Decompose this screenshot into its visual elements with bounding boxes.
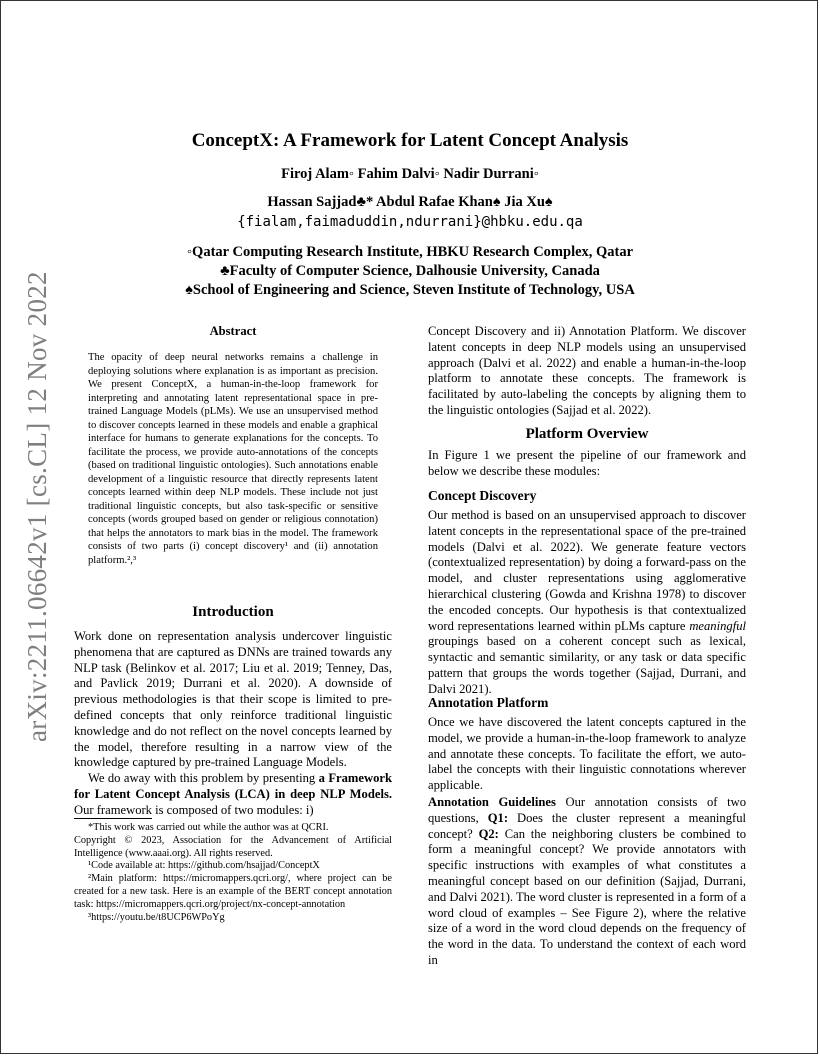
annotation-guidelines-heading: Annotation Guidelines <box>428 795 556 809</box>
intro-p2-text: We do away with this problem by presenting <box>88 771 319 786</box>
intro-p2-text-end: Our framework is composed of two modules: i) <box>74 802 314 817</box>
ag-text-c: Can the neighboring clusters be combined to form a meaningful concept? We provide annotators with specific instructions with examples of what constitutes a meaningful concept based on our definition (Sajjad, Durrani, and Dalvi 2021). The word cluster is represented in a form of a word cloud of examples – See Figure 2), where the relative size of a word in the word cloud depends on the frequency of the word in the data. To understand the context of each word in <box>428 826 746 967</box>
cd-text-a: Our method is based on an unsupervised approach to discover latent concepts in the representational space of the pre-trained models (Dalvi et al. 2022). We generate feature vectors (contextualized representation) by doing a forward-pass on the model, and cluster representations using agglomerative hierarchical clustering (Gowda and Krishna 1978) to discover the encoded concepts. Our hypothesis is that contextualized word representations learned within pLMs capture <box>428 508 746 633</box>
ag-q1: Q1: <box>487 810 509 825</box>
affiliation-2: ♣Faculty of Computer Science, Dalhousie University, Canada <box>220 263 600 279</box>
intro-paragraph-2 <box>74 771 392 818</box>
author-emails: {fialam,faimaduddin,ndurrani}@hbku.edu.qa <box>237 214 583 230</box>
affiliation-1: ◦Qatar Computing Research Institute, HBKU Research Complex, Qatar <box>186 244 634 260</box>
abstract-text: The opacity of deep neural networks remains a challenge in deploying solutions where explanation is as important as precision. We present ConceptX, a human-in-the-loop framework for interpreting and annotating latent representational space in pre-trained Language Models (pLMs). We use an unsupervised method to discover concepts learned in these models and enable a graphical interface for humans to generate explanations for the concepts. To facilitate the process, we provide auto-annotations of the concepts (based on traditional linguistic ontologies). Such annotations enable development of a linguistic resource that directly represents latent concepts learned within deep NLP models. These include not just traditional linguistic concepts, but also task-specific or sensitive concepts (words grouped based on gender or religious connotation) that helps the annotators to mark bias in the model. The framework consists of two parts (i) concept discovery¹ and (ii) annotation platform.²,³ <box>88 352 378 566</box>
platform-overview-heading: Platform Overview <box>525 426 649 442</box>
intro-p2-bold: a Framework for Latent Concept Analysis (LCA) in deep NLP Models. <box>74 771 392 801</box>
footnotes <box>74 822 392 924</box>
ag-q2: Q2: <box>478 826 499 841</box>
annotation-platform-heading: Annotation Platform <box>428 695 549 710</box>
right-paragraph-1: Concept Discovery and ii) Annotation Platform. We discover latent concepts in deep NLP models using an unsupervised approach (Dalvi et al. 2022) and enable a human-in-the-loop platform to annotate these concepts. The framework is facilitated by auto-labeling the concepts by aligning them to the linguistic ontologies (Sajjad et al. 2022). <box>428 324 746 417</box>
authors-line-1: Firoj Alam◦ Fahim Dalvi◦ Nadir Durrani◦ <box>281 166 539 182</box>
ag-text-a: Our annotation consists of two questions, <box>428 795 746 825</box>
paper-title: ConceptX: A Framework for Latent Concept Analysis <box>191 130 629 151</box>
introduction-body <box>74 629 392 819</box>
footnote-copyright: Copyright © 2023, Association for the Advancement of Artificial Intelligence (www.aaai.org). All rights reserved. <box>74 834 392 859</box>
annotation-guidelines-text <box>428 795 746 969</box>
platform-overview-text: In Figure 1 we present the pipeline of our framework and below we describe these modules: <box>428 448 746 478</box>
intro-paragraph-1: Work done on representation analysis undercover linguistic phenomena that are captured as DNNs are trained towards any NLP task (Belinkov et al. 2017; Liu et al. 2019; Tenney, Das, and Pavlick 2019; Durrani et al. 2020). A downside of previous methodologies is that their scope is limited to pre-defined concepts that only reinforce traditional linguistic knowledge and do not reflect on the novel concepts learned by the model, therefore resulting in a narrow view of the knowledge captured by pre-trained Language Models. <box>74 629 392 770</box>
ag-text-b: Does the cluster represent a meaningful concept? <box>428 810 746 841</box>
footnote-author: *This work was carried out while the author was at QCRI. <box>88 822 329 833</box>
cd-text-emphasis: meaningful <box>689 618 746 633</box>
footnote-code[interactable]: ¹Code available at: https://github.com/hsajjad/ConceptX <box>88 860 320 872</box>
introduction-heading: Introduction <box>192 604 274 620</box>
affiliation-3: ♠School of Engineering and Science, Steven Institute of Technology, USA <box>185 282 635 298</box>
abstract-heading: Abstract <box>209 324 257 338</box>
concept-discovery-heading: Concept Discovery <box>428 488 537 503</box>
footnote-platform[interactable]: ²Main platform: https://micromappers.qcri.org/, where project can be created for a new task. Here is an example of the BERT concept annotation task: https://micromappers.qcri.org/project/nx-concept-annotation <box>74 873 392 910</box>
arxiv-stamp: arXiv:2211.06642v1 [cs.CL] 12 Nov 2022 <box>22 271 52 742</box>
authors-line-2: Hassan Sajjad♣* Abdul Rafae Khan♠ Jia Xu♠ <box>267 194 553 210</box>
annotation-platform-text: Once we have discovered the latent concepts captured in the model, we provide a human-in-the-loop framework to analyze and annotate these concepts. To facilitate the effort, we auto-label the concepts with their linguistic connotations wherever applicable. <box>428 715 746 793</box>
footnote-video[interactable]: ³https://youtu.be/t8UCP6WPoYg <box>88 911 225 923</box>
cd-text-b: groupings based on a coherent concept such as lexical, syntactic and semantic similarity, or any task or data specific pattern that groups the words together (Sajjad, Durrani, and Dalvi 2021). <box>428 634 746 696</box>
concept-discovery-text <box>428 508 746 698</box>
footnote-rule <box>74 818 152 819</box>
